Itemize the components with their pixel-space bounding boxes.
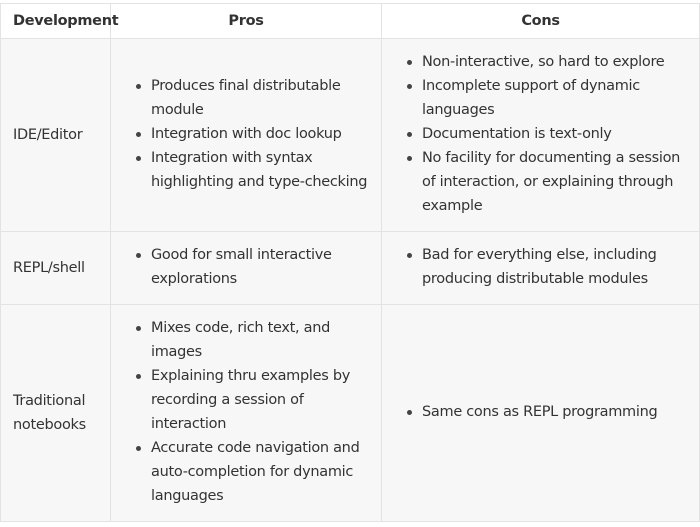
list-item: Produces final distributable module bbox=[133, 74, 373, 122]
cons-list bbox=[382, 50, 691, 218]
pros-cell bbox=[111, 232, 382, 305]
list-item: Bad for everything else, including producing distributable modules bbox=[404, 243, 691, 291]
list-item: No facility for documenting a session of interaction, or explaining through example bbox=[404, 146, 691, 218]
row-label: Traditional notebooks bbox=[1, 305, 111, 522]
table-row bbox=[1, 39, 700, 232]
list-item: Documentation is text-only bbox=[404, 122, 691, 146]
list-item: Integration with doc lookup bbox=[133, 122, 373, 146]
cons-list bbox=[382, 400, 691, 424]
pros-list bbox=[111, 74, 373, 194]
pros-list bbox=[111, 243, 373, 291]
list-item: Non-interactive, so hard to explore bbox=[404, 50, 691, 74]
header-row bbox=[1, 4, 700, 39]
cons-cell bbox=[382, 39, 700, 232]
list-item: Good for small interactive explorations bbox=[133, 243, 373, 291]
pros-cell bbox=[111, 39, 382, 232]
comparison-table bbox=[0, 3, 700, 522]
header-development: Development bbox=[1, 4, 111, 39]
cons-cell bbox=[382, 232, 700, 305]
list-item: Mixes code, rich text, and images bbox=[133, 316, 373, 364]
table-body bbox=[1, 39, 700, 522]
list-item: Incomplete support of dynamic languages bbox=[404, 74, 691, 122]
table-row bbox=[1, 232, 700, 305]
header-cons: Cons bbox=[382, 4, 700, 39]
list-item: Same cons as REPL programming bbox=[404, 400, 691, 424]
list-item: Explaining thru examples by recording a session of interaction bbox=[133, 364, 373, 436]
row-label: REPL/shell bbox=[1, 232, 111, 305]
pros-cell bbox=[111, 305, 382, 522]
table-header bbox=[1, 4, 700, 39]
cons-list bbox=[382, 243, 691, 291]
pros-list bbox=[111, 316, 373, 508]
cons-cell bbox=[382, 305, 700, 522]
list-item: Integration with syntax highlighting and type-checking bbox=[133, 146, 373, 194]
row-label: IDE/Editor bbox=[1, 39, 111, 232]
header-pros: Pros bbox=[111, 4, 382, 39]
table-row bbox=[1, 305, 700, 522]
list-item: Accurate code navigation and auto-completion for dynamic languages bbox=[133, 436, 373, 508]
